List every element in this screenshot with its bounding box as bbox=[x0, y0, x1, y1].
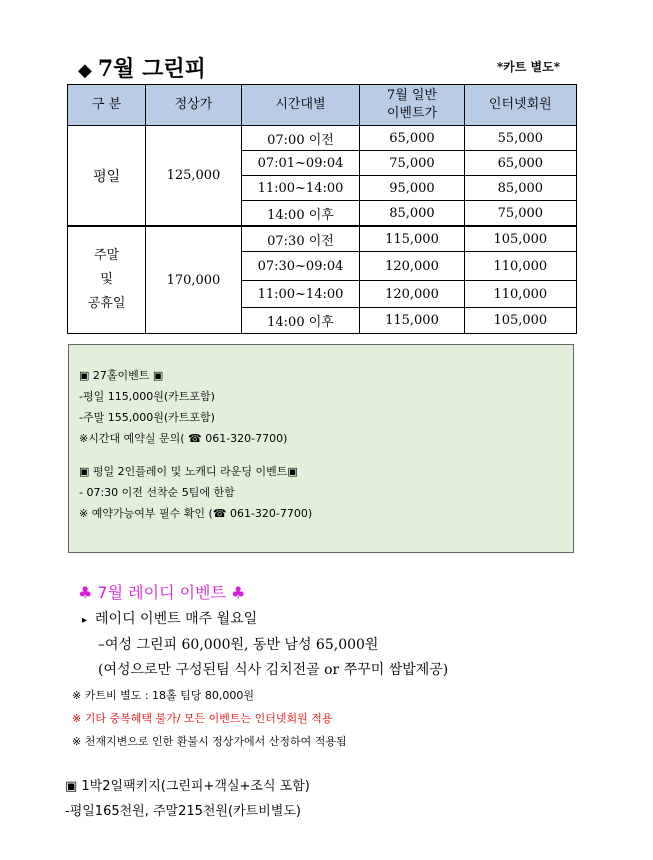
event-27hole-title: ▣ 27홀이벤트 ▣ bbox=[79, 369, 164, 382]
time-cell: 07:30~09:04 bbox=[241, 252, 360, 281]
diamond-icon: ◆ bbox=[78, 60, 92, 81]
event-price-cell: 75,000 bbox=[360, 151, 464, 176]
price-table-header bbox=[68, 85, 577, 126]
time-cell: 11:00~14:00 bbox=[241, 176, 360, 201]
header-event-price: 7월 일반 이벤트가 bbox=[360, 85, 464, 126]
member-price-cell: 75,000 bbox=[464, 201, 576, 227]
event-27hole-contact: ※시간대 예약실 문의( ☎ 061-320-7700) bbox=[79, 432, 288, 445]
weekend-label bbox=[68, 226, 146, 334]
member-price-cell: 65,000 bbox=[464, 151, 576, 176]
weekend-label-2: 및 bbox=[100, 272, 113, 287]
triangle-bullet-icon: ▸ bbox=[82, 615, 88, 626]
lady-event-title: ♣ 7월 레이디 이벤트 ♣ bbox=[78, 583, 246, 602]
lady-event-body bbox=[78, 607, 448, 683]
weekend-label-3: 공휴일 bbox=[87, 296, 126, 311]
weekend-label-1: 주말 bbox=[94, 248, 120, 263]
member-price-cell: 110,000 bbox=[464, 281, 576, 308]
table-row bbox=[68, 126, 577, 151]
note-no-duplicate: ※ 기타 중복혜택 불가/ 모든 이벤트는 인터넷회원 적용 bbox=[72, 712, 333, 725]
note-refund-policy: ※ 천재지변으로 인한 환불시 정상가에서 산정하여 적용됨 bbox=[72, 735, 347, 748]
page-title-text: 7월 그린피 bbox=[97, 56, 206, 82]
event-price-cell: 120,000 bbox=[360, 252, 464, 281]
package-prices: -평일165천원, 주말215천원(카트비별도) bbox=[65, 804, 301, 819]
table-row bbox=[68, 226, 577, 252]
event-gap bbox=[69, 449, 573, 461]
header-member-price: 인터넷회원 bbox=[464, 85, 576, 126]
page-title bbox=[78, 52, 206, 83]
cart-note: *카트 별도* bbox=[496, 60, 560, 74]
time-cell: 07:00 이전 bbox=[241, 126, 360, 151]
event-price-cell: 85,000 bbox=[360, 201, 464, 227]
event-27hole-weekend: -주말 155,000원(카트포함) bbox=[79, 411, 215, 424]
weekday-label: 평일 bbox=[68, 126, 146, 227]
time-cell: 14:00 이후 bbox=[241, 308, 360, 334]
member-price-cell: 55,000 bbox=[464, 126, 576, 151]
member-price-cell: 85,000 bbox=[464, 176, 576, 201]
lady-event-line-3: (여성으로만 구성된팀 식사 김치전골 or 쭈꾸미 쌈밥제공) bbox=[98, 662, 449, 678]
weekday-regular-price: 125,000 bbox=[146, 126, 241, 227]
package-section bbox=[65, 774, 310, 824]
event-price-cell: 120,000 bbox=[360, 281, 464, 308]
package-title: ▣ 1박2일팩키지(그린피+객실+조식 포함) bbox=[65, 779, 310, 794]
header-time-slot: 시간대별 bbox=[241, 85, 360, 126]
time-cell: 07:01~09:04 bbox=[241, 151, 360, 176]
weekend-regular-price: 170,000 bbox=[146, 226, 241, 334]
time-cell: 14:00 이후 bbox=[241, 201, 360, 227]
event-info-box bbox=[68, 344, 574, 553]
event-price-cell: 115,000 bbox=[360, 226, 464, 252]
event-price-cell: 65,000 bbox=[360, 126, 464, 151]
lady-event-section bbox=[78, 580, 448, 683]
lady-event-line-1 bbox=[78, 607, 448, 633]
note-cart-fee: ※ 카트비 별도 : 18홀 팀당 80,000원 bbox=[72, 689, 255, 702]
header-regular-price: 정상가 bbox=[146, 85, 241, 126]
member-price-cell: 105,000 bbox=[464, 226, 576, 252]
notes-section bbox=[72, 684, 347, 753]
time-cell: 11:00~14:00 bbox=[241, 281, 360, 308]
event-2player-title: ▣ 평일 2인플레이 및 노캐디 라운딩 이벤트▣ bbox=[79, 465, 298, 478]
event-2player-contact: ※ 예약가능여부 필수 확인 (☎ 061-320-7700) bbox=[79, 507, 313, 520]
event-price-cell: 95,000 bbox=[360, 176, 464, 201]
event-27hole-weekday: -평일 115,000원(카트포함) bbox=[79, 390, 215, 403]
lady-event-line-2: –여성 그린피 60,000원, 동반 남성 65,000원 bbox=[98, 637, 379, 653]
title-row bbox=[78, 52, 568, 84]
event-2player-condition: - 07:30 이전 선착순 5팀에 한함 bbox=[79, 486, 235, 499]
price-table bbox=[67, 84, 577, 334]
member-price-cell: 110,000 bbox=[464, 252, 576, 281]
member-price-cell: 105,000 bbox=[464, 308, 576, 334]
header-category: 구 분 bbox=[68, 85, 146, 126]
time-cell: 07:30 이전 bbox=[241, 226, 360, 252]
lady-event-line-1-text: 레이디 이벤트 매주 월요일 bbox=[95, 611, 258, 627]
event-price-cell: 115,000 bbox=[360, 308, 464, 334]
